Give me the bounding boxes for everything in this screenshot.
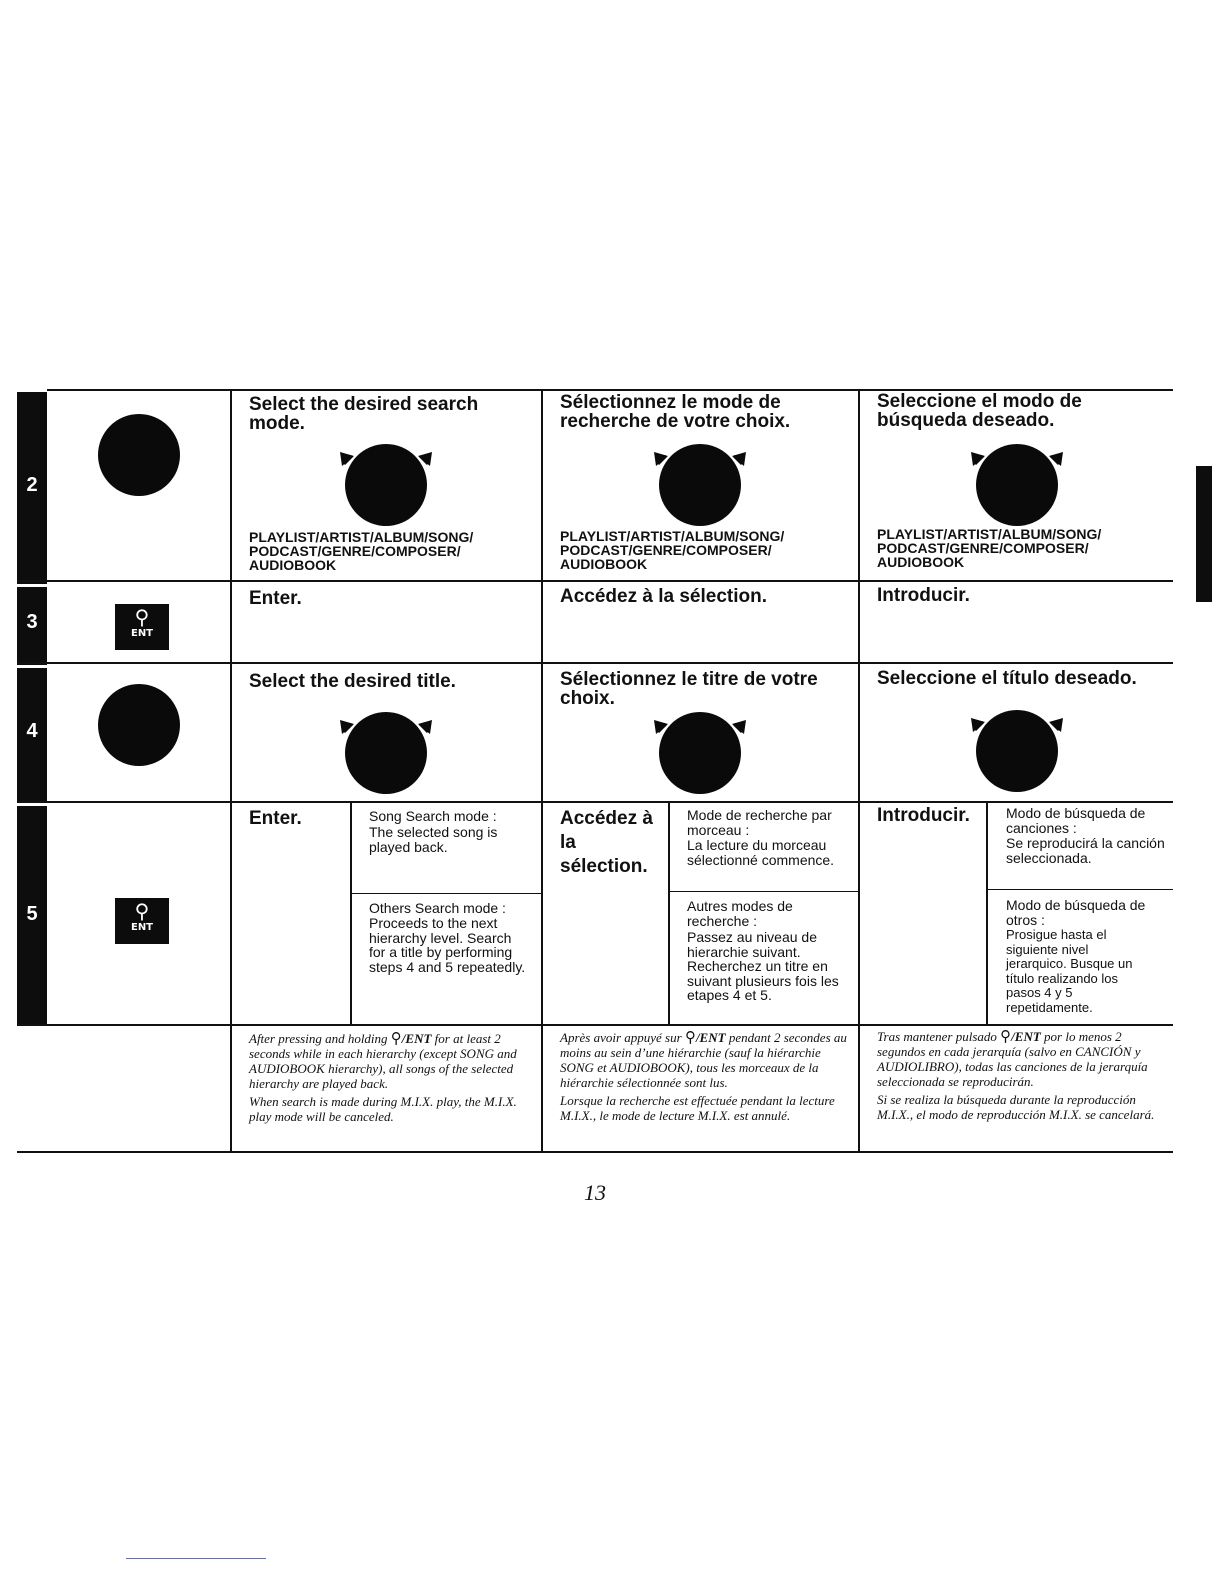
es-note2: Si se realiza la búsqueda durante la reproducción M.I.X., el modo de reproducción M.I.X. se cancelará. <box>877 1092 1155 1122</box>
en-subcol-divider <box>350 801 352 1024</box>
es-step3-heading: Introducir. <box>877 585 970 606</box>
en-step3-heading: Enter. <box>249 588 302 609</box>
en-note1-start: After pressing and holding <box>249 1031 388 1046</box>
rotate-knob-icon <box>967 436 1067 526</box>
row-divider-4-5 <box>17 801 1173 803</box>
step-number-2: 2 <box>26 474 38 496</box>
fr-step3-heading: Accédez à la sélection. <box>560 586 767 607</box>
en-search-modes: PLAYLIST/ARTIST/ALBUM/SONG/ PODCAST/GENRE/COMPOSER/ AUDIOBOOK <box>249 529 474 573</box>
es-step4-heading: Seleccione el título deseado. <box>877 668 1137 689</box>
fr-others-mode-text: Passez au niveau de hierarchie suivant. Recherchez un titre en suivant plusieurs fois les etapes 4 et 5. <box>687 929 839 1003</box>
section-tab-marker <box>1196 466 1212 602</box>
fr-song-mode-title: Mode de recherche par morceau : <box>687 807 832 838</box>
col-divider-fr <box>541 389 543 1151</box>
rotate-knob-icon <box>650 436 750 526</box>
en-note2: When search is made during M.I.X. play, the M.I.X. play mode will be canceled. <box>249 1094 517 1124</box>
fr-note1-end: pendant 2 secondes au moins au sein d’une hiérarchie (sauf la hiérarchie SONG et AUDIOBOOK), tous les morceaux de la hiérarchie sélectionnée sont lus. <box>560 1030 847 1090</box>
fr-search-modes: PLAYLIST/ARTIST/ALBUM/SONG/ PODCAST/GENRE/COMPOSER/ AUDIOBOOK <box>560 528 785 572</box>
fr-step2-heading: Sélectionnez le mode de recherche de votre choix. <box>560 392 791 432</box>
rotate-knob-icon <box>650 704 750 794</box>
search-icon: ⚲ <box>684 1028 696 1046</box>
en-step2-heading: Select the desired search mode. <box>249 394 479 434</box>
en-others-mode-title: Others Search mode : <box>369 900 506 916</box>
search-icon: ⚲ <box>134 605 150 629</box>
rotate-knob-icon <box>336 436 436 526</box>
search-ent-button-icon <box>115 898 169 944</box>
fr-subcol-divider <box>668 801 670 1024</box>
step-number-4: 4 <box>26 720 38 742</box>
row-divider-3-4 <box>17 662 1173 664</box>
row-divider-2-3 <box>17 580 1173 582</box>
en-song-mode-text: The selected song is played back. <box>369 824 498 855</box>
step-number-3: 3 <box>26 611 38 633</box>
es-others-mode-text: Prosigue hasta el siguiente nivel jerarquico. Busque un título realizando los pasos 4 y 5 repetidamente. <box>1006 927 1133 1015</box>
fr-note2: Lorsque la recherche est effectuée pendant la lecture M.I.X., le mode de lecture M.I.X. est annulé. <box>560 1093 835 1123</box>
fr-others-mode-title: Autres modes de recherche : <box>687 898 793 929</box>
fr-note1-start: Après avoir appuyé sur <box>560 1030 682 1045</box>
fr-note <box>560 1030 850 1126</box>
search-ent-button-icon <box>115 604 169 650</box>
es-note1-ent: /ENT <box>1011 1029 1041 1044</box>
es-search-modes: PLAYLIST/ARTIST/ALBUM/SONG/ PODCAST/GENRE/COMPOSER/ AUDIOBOOK <box>877 526 1102 570</box>
row-divider-5-notes <box>17 1024 1173 1026</box>
fr-mode-divider <box>668 891 858 892</box>
en-step5-heading: Enter. <box>249 808 302 829</box>
es-note1-start: Tras mantener pulsado <box>877 1029 997 1044</box>
fr-step4-heading: Sélectionnez le titre de votre choix. <box>560 669 818 709</box>
en-song-mode-title: Song Search mode : <box>369 808 497 824</box>
en-step4-heading: Select the desired title. <box>249 671 456 692</box>
page-number: 13 <box>584 1180 606 1205</box>
search-icon: ⚲ <box>1000 1027 1012 1045</box>
en-note1-end: for at least 2 seconds while in each hierarchy (except SONG and AUDIOBOOK hierarchy), all songs of the selected hierarchy are played back. <box>249 1031 517 1091</box>
search-icon: ⚲ <box>390 1029 402 1047</box>
col-divider-es <box>858 389 860 1151</box>
rotary-dial-icon <box>98 684 180 766</box>
es-song-mode-title: Modo de búsqueda de canciones : <box>1006 805 1146 836</box>
es-step2-heading: Seleccione el modo de búsqueda deseado. <box>877 391 1082 431</box>
en-note <box>249 1031 539 1127</box>
search-icon: ⚲ <box>134 899 150 923</box>
rotary-dial-icon <box>98 414 180 496</box>
ent-label: ENT <box>130 628 154 639</box>
en-others-mode-text: Proceeds to the next hierarchy level. Search for a title by performing steps 4 and 5 repeatedly. <box>369 915 526 975</box>
rotate-knob-icon <box>336 704 436 794</box>
fr-note1-ent: /ENT <box>695 1030 726 1045</box>
footer-rule <box>126 1558 266 1559</box>
es-mode-divider <box>986 889 1173 890</box>
ent-label: ENT <box>130 922 154 933</box>
es-subcol-divider <box>986 801 988 1024</box>
es-others-mode-title: Modo de búsqueda de otros : <box>1006 897 1146 928</box>
es-step5-heading: Introducir. <box>877 805 970 826</box>
en-mode-divider <box>350 893 541 894</box>
table-bottom-rule <box>17 1151 1173 1153</box>
es-note1-end: por lo menos 2 segundos en cada jerarquía (salvo en CANCIÓN y AUDIOLIBRO), todas las canciones de la jerarquía seleccionada se reproducirán. <box>877 1029 1148 1089</box>
step-number-5: 5 <box>26 903 38 925</box>
col-divider-en <box>230 389 232 1151</box>
rotate-knob-icon <box>967 702 1067 792</box>
es-song-mode-text: Se reproducirá la canción seleccionada. <box>1006 835 1165 866</box>
fr-song-mode-text: La lecture du morceau sélectionné commence. <box>687 837 835 868</box>
es-note <box>877 1029 1172 1125</box>
en-note1-ent: /ENT <box>401 1031 432 1046</box>
fr-step5-heading: Accédez à la sélection. <box>560 808 653 877</box>
